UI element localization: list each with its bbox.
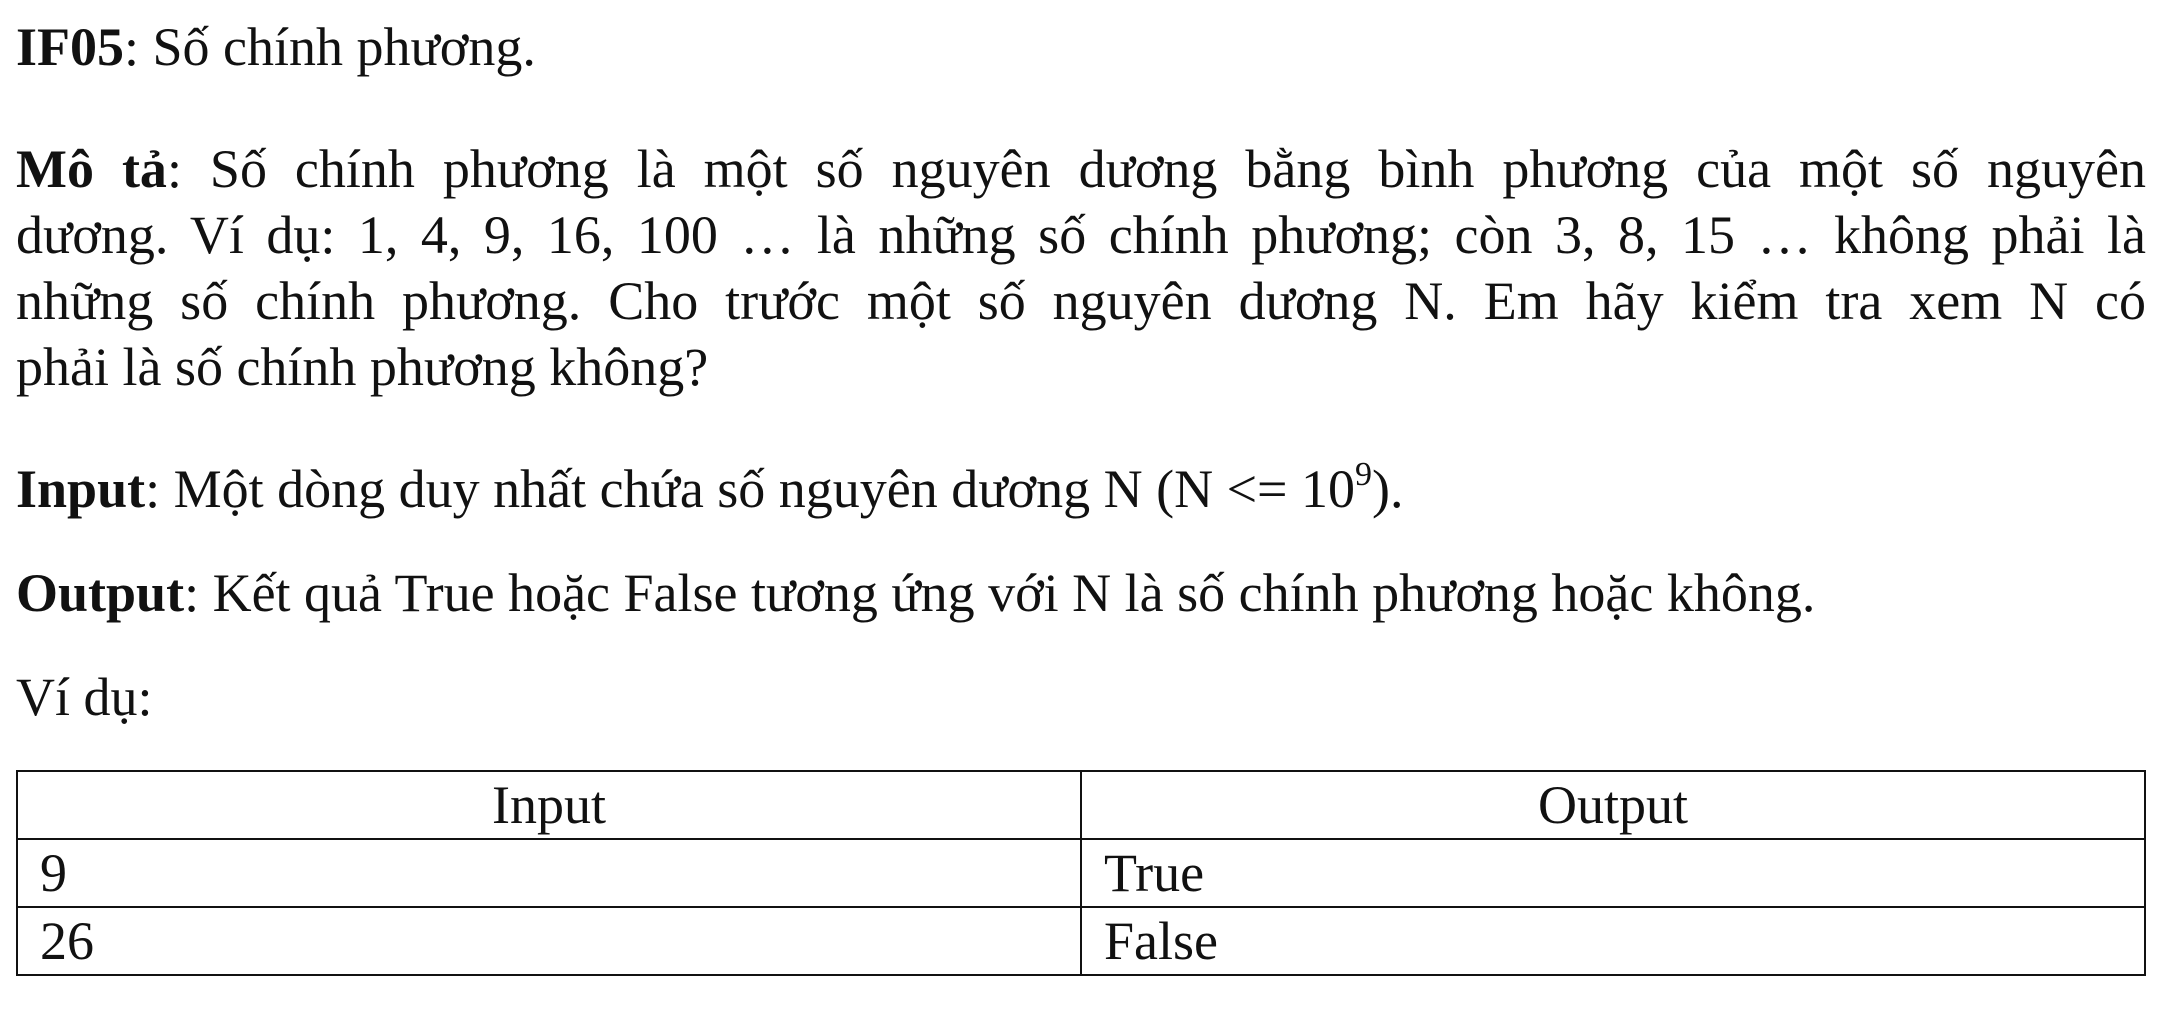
example-output-cell: True xyxy=(1081,839,2145,907)
input-spec xyxy=(16,456,1403,522)
table-header-row xyxy=(17,771,2145,839)
description-line-1: Mô tả: Số chính phương là một số nguyên dương bằng bình phương của một số nguyên xyxy=(16,139,2146,199)
header-output: Output xyxy=(1081,771,2145,839)
problem-title-text: : Số chính phương. xyxy=(124,17,536,77)
header-input: Input xyxy=(17,771,1081,839)
example-input-cell: 9 xyxy=(17,839,1081,907)
output-spec-text: : Kết quả True hoặc False tương ứng với N là số chính phương hoặc không. xyxy=(184,563,1816,623)
output-label: Output xyxy=(16,563,185,623)
description-line-2: dương. Ví dụ: 1, 4, 9, 16, 100 … là những số chính phương; còn 3, 8, 15 … không phải là xyxy=(16,205,2146,265)
input-exponent: 9 xyxy=(1354,456,1372,493)
problem-title xyxy=(16,14,536,80)
description-line-3: những số chính phương. Cho trước một số nguyên dương N. Em hãy kiểm tra xem N có xyxy=(16,271,2146,331)
input-spec-text: : Một dòng duy nhất chứa số nguyên dương N (N <= 10 xyxy=(145,459,1355,519)
input-spec-end: ). xyxy=(1371,459,1404,519)
example-output-cell: False xyxy=(1081,907,2145,975)
table-row xyxy=(17,907,2145,975)
table-row xyxy=(17,839,2145,907)
output-spec xyxy=(16,560,1815,626)
input-label: Input xyxy=(16,459,146,519)
example-label: Ví dụ: xyxy=(16,667,153,727)
description-line-4: phải là số chính phương không? xyxy=(16,337,709,397)
problem-code: IF05 xyxy=(16,17,124,77)
example-input-cell: 26 xyxy=(17,907,1081,975)
examples-table xyxy=(16,770,2146,976)
description-label: Mô tả xyxy=(16,139,167,199)
description-paragraph xyxy=(16,136,2146,400)
